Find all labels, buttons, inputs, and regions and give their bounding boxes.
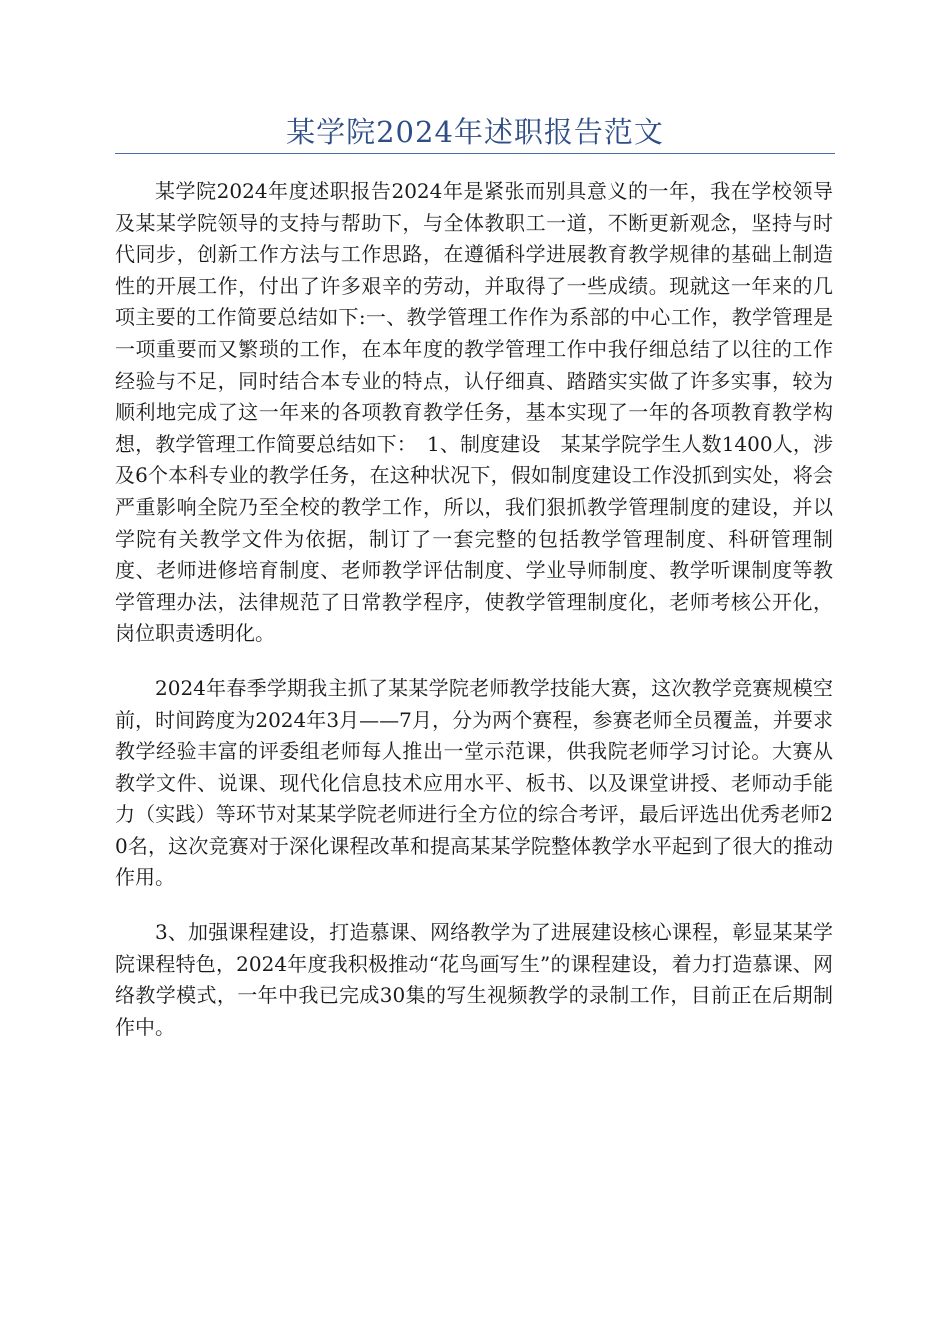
title-underline-divider bbox=[115, 153, 835, 154]
paragraph-course-building: 3、加强课程建设，打造慕课、网络教学为了进展建设核心课程，彰显某某学院课程特色，2024年度我积极推动“花鸟画写生”的课程建设，着力打造慕课、网络教学模式，一年中我已完成30集的写生视频教学的录制工作，目前正在后期制作中。 bbox=[115, 920, 833, 1039]
paragraph-teaching-contest: 2024年春季学期我主抓了某某学院老师教学技能大赛，这次教学竞赛规模空前，时间跨度为2024年3月——7月，分为两个赛程，参赛老师全员覆盖，并要求教学经验丰富的评委组老师每人推出一堂示范课，供我院老师学习讨论。大赛从教学文件、说课、现代化信息技术应用水平、板书、以及课堂讲授、老师动手能力（实践）等环节对某某学院老师进行全方位的综合考评，最后评选出优秀老师20名，这次竞赛对于深化课程改革和提高某某学院整体教学水平起到了很大的推动作用。 bbox=[115, 675, 833, 890]
document-body bbox=[115, 176, 833, 1043]
document-title: 某学院2024年述职报告范文 bbox=[286, 115, 664, 149]
paragraph-work-summary: 某学院2024年度述职报告2024年是紧张而别具意义的一年，我在学校领导及某某学院领导的支持与帮助下，与全体教职工一道，不断更新观念，坚持与时代同步，创新工作方法与工作思路，在遵循科学进展教育教学规律的基础上制造性的开展工作，付出了许多艰辛的劳动，并取得了一些成绩。现就这一年来的几项主要的工作简要总结如下:一、教学管理工作作为系部的中心工作，教学管理是一项重要而又繁琐的工作，在本年度的教学管理工作中我仔细总结了以往的工作经验与不足，同时结合本专业的特点，认仔细真、踏踏实实做了许多实事，较为顺利地完成了这一年来的各项教育教学任务，基本实现了一年的各项教育教学构想，教学管理工作简要总结如下： 1、制度建设 某某学院学生人数1400人，涉及6个本科专业的教学任务，在这种状况下，假如制度建设工作没抓到实处，将会严重影响全院乃至全校的教学工作，所以，我们狠抓教学管理制度的建设，并以学院有关教学文件为依据，制订了一套完整的包括教学管理制度、科研管理制度、老师进修培育制度、老师教学评估制度、学业导师制度、教学听课制度等教学管理办法，法律规范了日常教学程序，使教学管理制度化，老师考核公开化，岗位职责透明化。 bbox=[115, 179, 833, 646]
